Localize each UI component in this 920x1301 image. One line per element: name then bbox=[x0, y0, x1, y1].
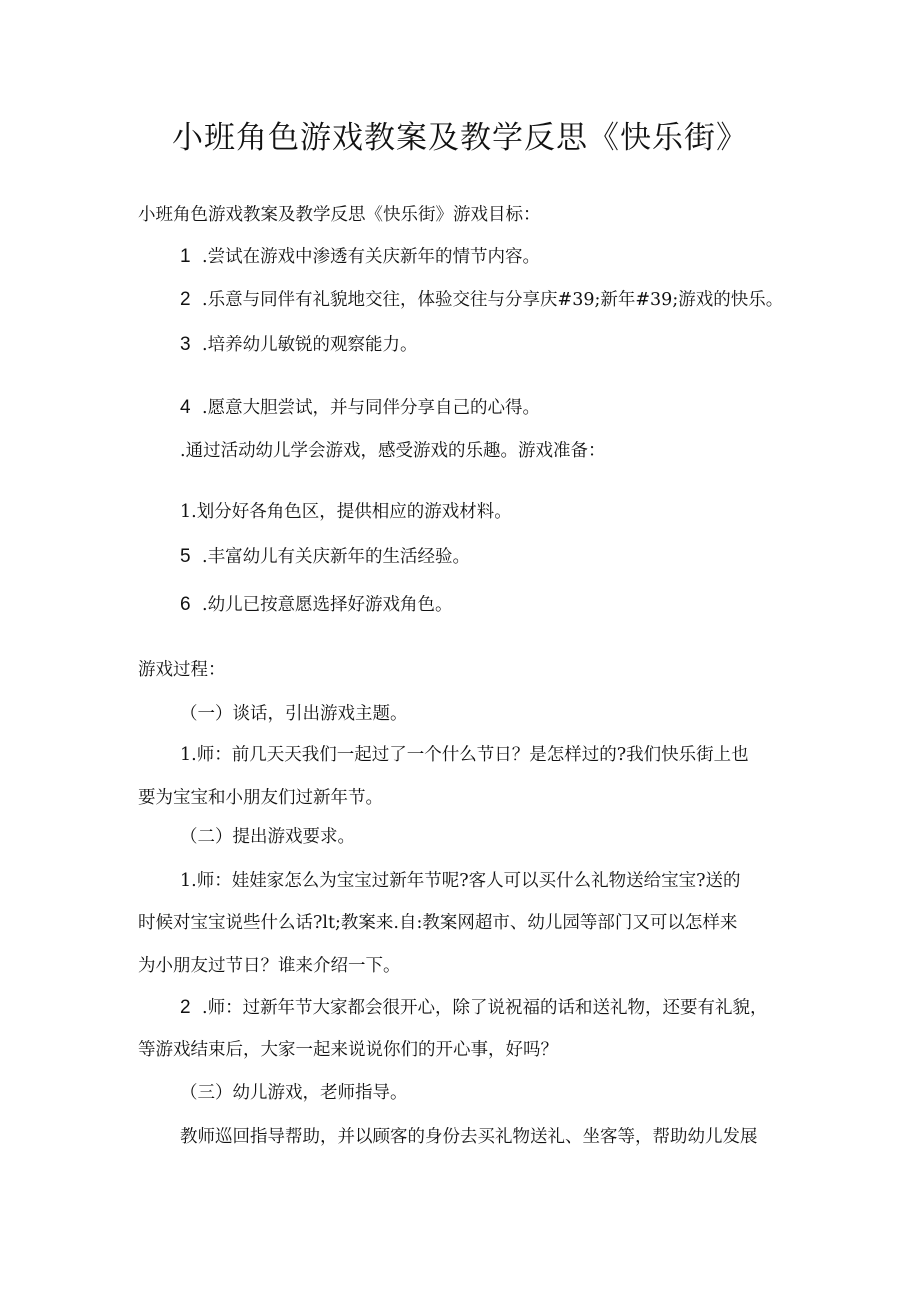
goal-number: 3 bbox=[180, 334, 191, 355]
section-2-paragraph-line: 时候对宝宝说些什么话?lt;教案来.自:教案网超市、幼儿园等部门又可以怎样来 bbox=[138, 913, 738, 933]
prep-item-3 bbox=[180, 593, 453, 617]
page-title: 小班角色游戏教案及教学反思《快乐街》 bbox=[172, 120, 748, 156]
goal-text: .乐意与同伴有礼貌地交往，体验交往与分享庆#39;新年#39;游戏的快乐。 bbox=[202, 290, 784, 310]
section-2-paragraph-2-line: 等游戏结束后，大家一起来说说你们的开心事，好吗？ bbox=[138, 1040, 558, 1060]
section-3-heading: （三）幼儿游戏，老师指导。 bbox=[180, 1083, 408, 1103]
section-1-paragraph-line: 要为宝宝和小朋友们过新年节。 bbox=[138, 788, 383, 808]
process-heading: 游戏过程： bbox=[138, 660, 226, 680]
goal-item-5: .通过活动幼儿学会游戏，感受游戏的乐趣。游戏准备： bbox=[180, 441, 606, 461]
prep-item-1: 1.划分好各角色区，提供相应的游戏材料。 bbox=[180, 502, 512, 522]
goal-item-4 bbox=[180, 396, 540, 420]
goal-item-3 bbox=[180, 333, 418, 357]
paragraph-number: 2 bbox=[180, 997, 191, 1018]
prep-text: .幼儿已按意愿选择好游戏角色。 bbox=[202, 595, 453, 615]
goal-text: .愿意大胆尝试，并与同伴分享自己的心得。 bbox=[202, 398, 541, 418]
section-3-paragraph-line: 教师巡回指导帮助，并以顾客的身份去买礼物送礼、坐客等，帮助幼儿发展 bbox=[180, 1127, 758, 1147]
goal-number: 1 bbox=[180, 246, 191, 267]
goal-text: .尝试在游戏中渗透有关庆新年的情节内容。 bbox=[202, 247, 541, 267]
goal-item-2 bbox=[180, 288, 783, 312]
prep-number: 6 bbox=[180, 594, 191, 615]
prep-item-2 bbox=[180, 545, 470, 569]
intro-line: 小班角色游戏教案及教学反思《快乐街》游戏目标： bbox=[138, 205, 541, 225]
prep-text: .丰富幼儿有关庆新年的生活经验。 bbox=[202, 547, 471, 567]
goal-number: 4 bbox=[180, 397, 191, 418]
section-1-paragraph-line: 1.师：前几天天我们一起过了一个什么节日？是怎样过的?我们快乐街上也 bbox=[180, 745, 749, 765]
paragraph-text: .师：过新年节大家都会很开心，除了说祝福的话和送礼物，还要有礼貌， bbox=[202, 998, 768, 1018]
prep-number: 5 bbox=[180, 546, 191, 567]
section-2-paragraph-2-line bbox=[180, 996, 768, 1020]
section-1-heading: （一）谈话，引出游戏主题。 bbox=[180, 704, 408, 724]
goal-number: 2 bbox=[180, 289, 191, 310]
section-2-paragraph-line: 1.师：娃娃家怎么为宝宝过新年节呢?客人可以买什么礼物送给宝宝?送的 bbox=[180, 871, 741, 891]
section-2-heading: （二）提出游戏要求。 bbox=[180, 827, 355, 847]
goal-item-1 bbox=[180, 245, 540, 269]
goal-text: .培养幼儿敏锐的观察能力。 bbox=[202, 335, 418, 355]
section-2-paragraph-line: 为小朋友过节日？谁来介绍一下。 bbox=[138, 956, 401, 976]
